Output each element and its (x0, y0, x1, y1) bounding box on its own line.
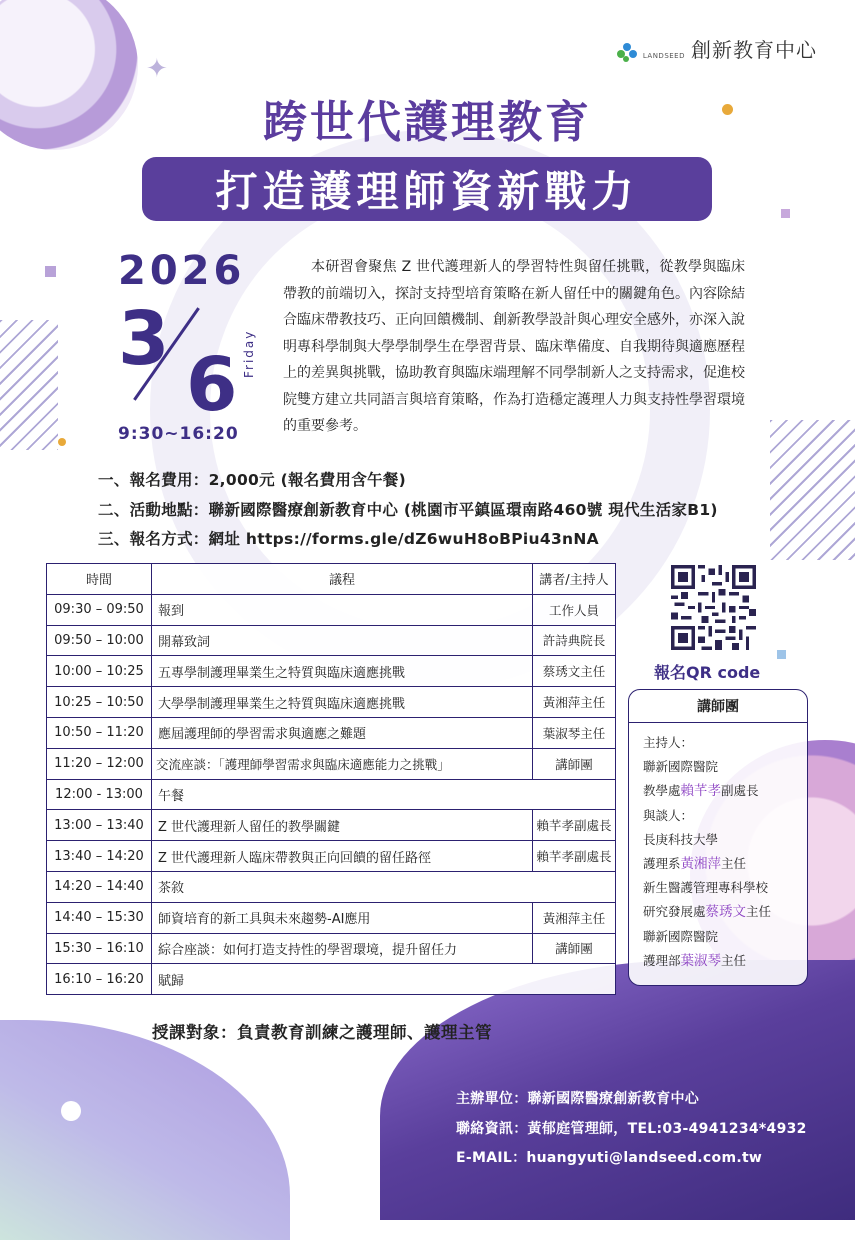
header-time: 時間 (47, 564, 152, 595)
header-speaker: 講者/主持人 (533, 564, 616, 595)
decorative-square (781, 209, 790, 218)
row-time: 10:00 – 10:25 (47, 656, 152, 687)
decorative-stripes-left (0, 320, 58, 450)
speakers-panel (628, 689, 808, 986)
title-banner (142, 157, 712, 221)
row-topic: 開幕致詞 (152, 625, 533, 656)
intro-paragraph: 本研習會聚焦 Z 世代護理新人的學習特性與留任挑戰，從教學與臨床帶教的前端切入，探討支持型培育策略在新人留任中的關鍵角色。內容除結合臨床帶教技巧、正向回饋機制、創新教學設計與心理安全感外，亦深入說明專科學制與大學學制學生在學習背景、臨床準備度、自我期待與適應歷程上的差異與挑戰，協助教育與臨床端理解不同學制新人之支持需求，促進校院雙方建立共同語言與培育策略，作為打造穩定護理人力與支持性學習環境的重要參考。 (283, 259, 745, 434)
row-speaker: 許詩典院長 (533, 625, 616, 656)
list-item: 新生醫護管理專科學校 (643, 880, 769, 896)
row-time: 09:30 – 09:50 (47, 594, 152, 625)
row-topic: 交流座談：「護理師學習需求與臨床適應能力之挑戰」 (152, 748, 533, 779)
list-item: 與談人： (643, 807, 694, 823)
info-signup[interactable]: 三、報名方式：網址 https://forms.gle/dZ6wuH8oBPiu43nNA (98, 530, 599, 548)
table-row (47, 656, 616, 687)
qr-code-label: 報名QR code (654, 663, 761, 682)
event-month: 3 (118, 296, 170, 382)
list-item: 護理部葉淑琴主任 (643, 952, 747, 969)
row-topic: Z 世代護理新人留任的教學關鍵 (152, 810, 533, 841)
decorative-square (45, 266, 56, 277)
table-row (47, 594, 616, 625)
row-speaker: 賴芊孝副處長 (533, 841, 616, 872)
list-item: 研究發展處蔡琇文主任 (643, 904, 772, 921)
decorative-square (777, 650, 786, 659)
list-item: 教學處賴芊孝副處長 (643, 783, 759, 800)
event-weekday: Friday (242, 329, 256, 378)
row-topic: 綜合座談：如何打造支持性的學習環境，提升留任力 (152, 933, 533, 964)
row-speaker: 蔡琇文主任 (533, 656, 616, 687)
row-topic: 報到 (152, 594, 533, 625)
title-line-2: 打造護理師資新戰力 (215, 167, 639, 216)
row-time: 16:10 – 16:20 (47, 964, 152, 995)
table-row (47, 933, 616, 964)
row-topic: 午餐 (152, 779, 616, 810)
speakers-list (629, 723, 807, 973)
row-time: 14:20 – 14:40 (47, 871, 152, 902)
table-row (47, 841, 616, 872)
row-time: 09:50 – 10:00 (47, 625, 152, 656)
logo (617, 34, 817, 63)
row-speaker: 工作人員 (533, 594, 616, 625)
row-time: 14:40 – 15:30 (47, 902, 152, 933)
sparkle-icon: ✦ (146, 54, 168, 84)
table-row (47, 717, 616, 748)
table-row (47, 871, 616, 902)
footer-contact: 聯絡資訊：黃郁庭管理師，TEL:03-4941234*4932 (456, 1121, 807, 1137)
list-item: 聯新國際醫院 (643, 928, 719, 944)
logo-icon (617, 43, 637, 63)
qr-code-icon[interactable] (671, 565, 756, 650)
list-item: 主持人： (643, 735, 694, 750)
row-time: 12:00 - 13:00 (47, 779, 152, 810)
table-row (47, 810, 616, 841)
list-item: 長庚科技大學 (643, 831, 719, 847)
row-topic: 大學學制護理畢業生之特質與臨床適應挑戰 (152, 687, 533, 718)
row-time: 13:00 – 13:40 (47, 810, 152, 841)
decorative-dot (58, 438, 66, 446)
decorative-dot (61, 1101, 81, 1121)
table-row (47, 964, 616, 995)
table-row (47, 902, 616, 933)
row-speaker: 賴芊孝副處長 (533, 810, 616, 841)
row-topic: 賦歸 (152, 964, 616, 995)
title-line-1: 跨世代護理教育 (263, 97, 592, 148)
target-audience: 授課對象：負責教育訓練之護理師、護理主管 (152, 1023, 492, 1042)
row-topic: Z 世代護理新人臨床帶教與正向回饋的留任路徑 (152, 841, 533, 872)
event-day: 6 (186, 342, 238, 428)
list-item: 護理系黃湘萍主任 (643, 856, 747, 873)
row-topic: 師資培育的新工具與未來趨勢-AI應用 (152, 902, 533, 933)
table-row (47, 748, 616, 779)
agenda-table (46, 563, 616, 995)
row-time: 15:30 – 16:10 (47, 933, 152, 964)
table-header-row (47, 564, 616, 595)
row-speaker: 葉淑琴主任 (533, 717, 616, 748)
row-time: 10:50 – 11:20 (47, 717, 152, 748)
footer-email[interactable]: E-MAIL：huangyuti@landseed.com.tw (456, 1150, 763, 1166)
speakers-title: 講師團 (629, 690, 807, 723)
list-item: 聯新國際醫院 (643, 759, 719, 775)
row-speaker: 黃湘萍主任 (533, 687, 616, 718)
row-time: 13:40 – 14:20 (47, 841, 152, 872)
event-time: 9:30~16:20 (118, 424, 239, 444)
event-year: 2026 (118, 248, 246, 294)
row-speaker: 講師團 (533, 933, 616, 964)
info-fee: 一、報名費用：2,000元 (報名費用含午餐) (98, 471, 406, 489)
logo-text: 創新教育中心 (691, 38, 817, 62)
header-topic: 議程 (152, 564, 533, 595)
decorative-wave-bottom-left (0, 1020, 290, 1240)
table-row (47, 625, 616, 656)
row-time: 11:20 – 12:00 (47, 748, 152, 779)
row-topic: 應屆護理師的學習需求與適應之難題 (152, 717, 533, 748)
row-speaker: 黃湘萍主任 (533, 902, 616, 933)
footer-organizer: 主辦單位：聯新國際醫療創新教育中心 (456, 1091, 700, 1107)
row-topic: 五專學制護理畢業生之特質與臨床適應挑戰 (152, 656, 533, 687)
row-speaker: 講師團 (533, 748, 616, 779)
table-row (47, 779, 616, 810)
logo-brand: LANDSEED (642, 52, 685, 60)
row-time: 10:25 – 10:50 (47, 687, 152, 718)
row-topic: 茶敘 (152, 871, 616, 902)
info-venue: 二、活動地點：聯新國際醫療創新教育中心 (桃園市平鎮區環南路460號 現代生活家B1) (98, 501, 718, 519)
decorative-stripes-right (770, 420, 855, 560)
table-row (47, 687, 616, 718)
